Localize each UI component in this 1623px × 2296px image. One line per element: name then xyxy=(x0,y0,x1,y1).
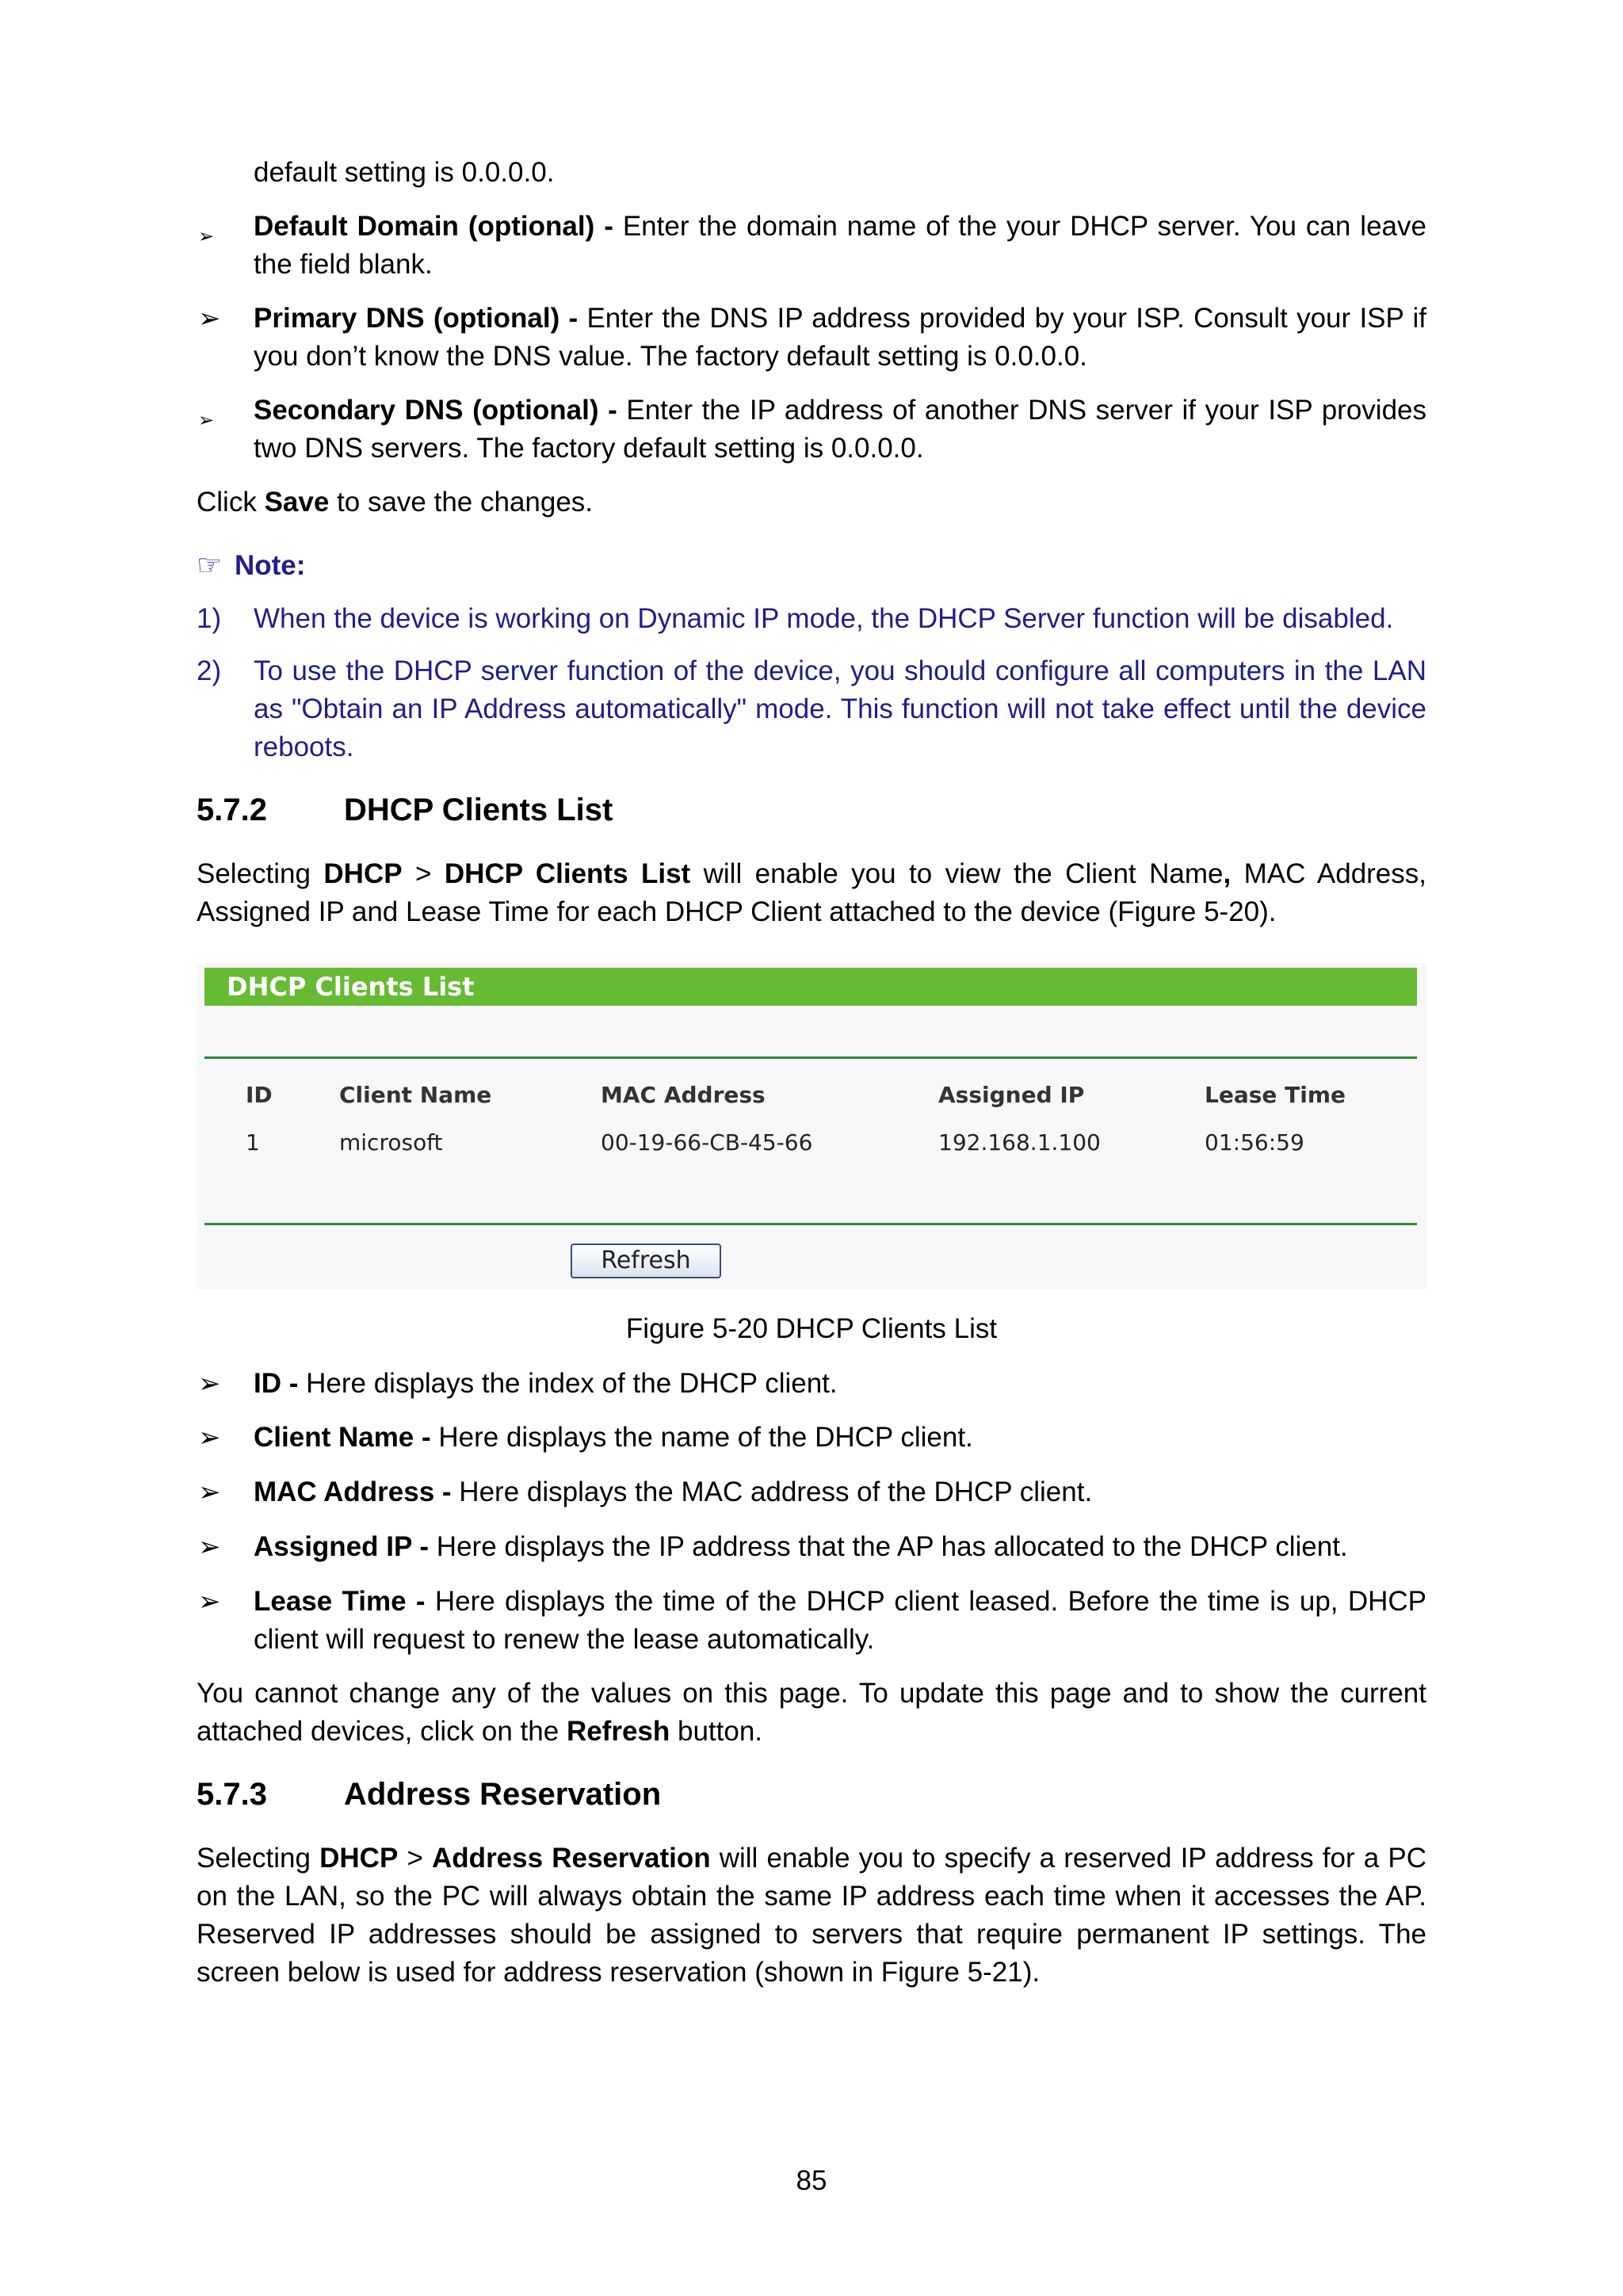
bullet-term: MAC Address - xyxy=(254,1477,452,1507)
bullet-arrow-icon: ➢ xyxy=(198,1477,221,1508)
bullet-secondary-dns xyxy=(254,392,1426,468)
bullet-text: Here displays the MAC address of the DHCP client. xyxy=(451,1477,1093,1507)
bullet-mac-address xyxy=(254,1473,1426,1511)
bullet-term: Secondary DNS (optional) - xyxy=(254,395,617,426)
bullet-term: Default Domain (optional) - xyxy=(254,211,613,242)
text: MAC Address, Assigned IP and Lease Time for each DHCP Client attached to the device (Figure 5-20). xyxy=(197,858,1427,927)
bullet-id xyxy=(254,1365,1426,1403)
bullet-term: Client Name - xyxy=(254,1422,431,1453)
column-header-id: ID xyxy=(246,1082,273,1108)
menu-address-reservation: Address Reservation xyxy=(432,1843,711,1874)
section-title: Address Reservation xyxy=(344,1777,662,1812)
section-heading-572 xyxy=(197,791,613,829)
bullet-term: Assigned IP - xyxy=(254,1531,430,1562)
text: , xyxy=(1223,858,1232,889)
note-heading xyxy=(197,547,1426,585)
bullet-text: Enter the domain name of the your DHCP server. You can leave the field blank. xyxy=(254,211,1426,280)
section-heading-573 xyxy=(197,1775,661,1813)
bullet-arrow-icon: ➢ xyxy=(198,225,215,247)
section-573-paragraph xyxy=(197,1839,1426,1992)
section-572-paragraph xyxy=(197,855,1426,931)
divider xyxy=(204,1223,1417,1225)
menu-dhcp: DHCP xyxy=(323,858,403,889)
text: Click xyxy=(197,487,265,518)
bullet-default-domain xyxy=(254,208,1426,284)
figure-title: DHCP Clients List xyxy=(227,972,475,1002)
table-cell-lease-time: 01:56:59 xyxy=(1205,1129,1304,1156)
bullet-text: Enter the IP address of another DNS server if your ISP provides two DNS servers. The factory default setting is 0.0.0.0. xyxy=(254,395,1426,464)
bullet-text: Here displays the index of the DHCP client. xyxy=(298,1368,838,1399)
refresh-button[interactable]: Refresh xyxy=(571,1244,721,1278)
bullet-arrow-icon: ➢ xyxy=(198,409,215,431)
save-keyword: Save xyxy=(264,487,330,518)
bullet-text: Enter the DNS IP address provided by your ISP. Consult your ISP if you don’t know the DNS value. The factory default setting is 0.0.0.0. xyxy=(254,303,1427,372)
text: Selecting xyxy=(197,858,324,889)
note-title: Note: xyxy=(235,550,306,581)
bullet-arrow-icon: ➢ xyxy=(198,1422,221,1454)
divider xyxy=(204,1056,1417,1059)
click-save-line xyxy=(197,483,1426,521)
table-cell-client-name: microsoft xyxy=(339,1129,443,1156)
figure-title-bar xyxy=(204,968,1417,1006)
text: to save the changes. xyxy=(329,487,594,518)
bullet-term: ID - xyxy=(254,1368,299,1399)
dhcp-clients-list-figure xyxy=(197,963,1426,1289)
bullet-text: Here displays the time of the DHCP client leased. Before the time is up, DHCP client will request to renew the lease automatically. xyxy=(254,1586,1426,1655)
column-header-lease-time: Lease Time xyxy=(1205,1082,1346,1108)
figure-caption: Figure 5-20 DHCP Clients List xyxy=(625,1313,998,1344)
bullet-arrow-icon: ➢ xyxy=(198,1586,221,1618)
bullet-term: Lease Time - xyxy=(254,1586,426,1617)
bullet-arrow-icon: ➢ xyxy=(198,1531,221,1563)
bullet-text: Here displays the IP address that the AP has allocated to the DHCP client. xyxy=(429,1531,1348,1562)
text: will enable you to view the Client Name xyxy=(690,858,1224,889)
note-num: 1) xyxy=(197,603,222,634)
text: You cannot change any of the values on this page. To update this page and to show the current attached devices, click on the xyxy=(197,1678,1426,1747)
bullet-lease-time xyxy=(254,1583,1426,1659)
table-cell-id: 1 xyxy=(246,1129,260,1156)
bullet-arrow-icon: ➢ xyxy=(198,1368,221,1400)
page-number: 85 xyxy=(796,2165,827,2196)
text: > xyxy=(402,858,445,889)
menu-dhcp-clients-list: DHCP Clients List xyxy=(444,858,691,889)
table-cell-assigned-ip: 192.168.1.100 xyxy=(938,1129,1101,1156)
table-cell-mac-address: 00-19-66-CB-45-66 xyxy=(601,1129,813,1156)
section-number: 5.7.3 xyxy=(197,1777,267,1812)
bullet-text: Here displays the name of the DHCP client. xyxy=(430,1422,973,1453)
text: Selecting xyxy=(197,1843,320,1874)
bullet-term: Primary DNS (optional) - xyxy=(254,303,579,334)
bullet-primary-dns xyxy=(254,300,1426,376)
column-header-client-name: Client Name xyxy=(339,1082,492,1108)
section-title: DHCP Clients List xyxy=(344,793,613,827)
column-header-mac-address: MAC Address xyxy=(601,1082,766,1108)
bullet-client-name xyxy=(254,1419,1426,1457)
intro-line: default setting is 0.0.0.0. xyxy=(254,157,555,188)
bullet-assigned-ip xyxy=(254,1528,1426,1566)
text: > xyxy=(398,1843,433,1874)
menu-dhcp: DHCP xyxy=(319,1843,399,1874)
bullet-arrow-icon: ➢ xyxy=(198,303,221,334)
note-item-2: To use the DHCP server function of the device, you should configure all computers in the LAN as "Obtain an IP Address automatically" mode. This function will not take effect until the device reboots. xyxy=(254,655,1426,762)
column-header-assigned-ip: Assigned IP xyxy=(938,1082,1085,1108)
note-num: 2) xyxy=(197,655,222,686)
pointing-hand-icon: ☞ xyxy=(197,549,223,582)
text: button. xyxy=(670,1716,763,1747)
note-item-1: When the device is working on Dynamic IP mode, the DHCP Server function will be disabled. xyxy=(254,603,1394,634)
text: will enable you to specify a reserved IP address for a PC on the LAN, so the PC will always obtain the same IP address each time when it accesses the AP. Reserved IP addresses should be assigned to servers that require permanent IP settings. The screen below is used for address reservation (shown in Figure 5-21). xyxy=(197,1843,1427,1988)
section-number: 5.7.2 xyxy=(197,793,267,827)
refresh-keyword: Refresh xyxy=(566,1716,670,1747)
refresh-paragraph xyxy=(197,1675,1426,1751)
